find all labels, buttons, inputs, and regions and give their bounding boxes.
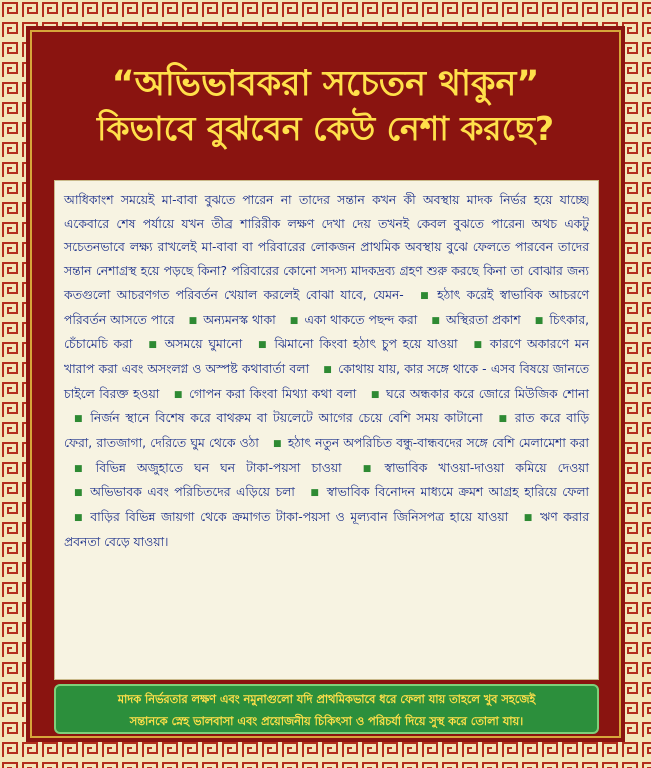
bullet-icon: ■ — [473, 340, 484, 351]
footer-line-1: মাদক নির্ভরতার লক্ষণ এবং নমুনাগুলো যদি প্রাথমিকভাবে ধরে ফেলা যায় তাহলে খুব সহজেই — [117, 693, 536, 706]
bullet-icon: ■ — [74, 414, 85, 425]
footer-note — [54, 684, 599, 734]
sign-item: ঋণ করার প্রবনতা বেড়ে যাওয়া। — [64, 510, 589, 549]
bullet-icon: ■ — [534, 315, 544, 326]
sign-item: গোপন করা কিংবা মিথ্যা কথা বলা — [189, 386, 357, 401]
sign-item: নির্জন স্থানে বিশেষ করে বাথরুম বা টয়লেটে আগের চেয়ে বেশি সময় কাটানো — [90, 411, 483, 426]
footer-line-2: সন্তানকে স্নেহ ভালবাসা এবং প্রয়োজনীয় চিকিৎসা ও পরিচর্যা দিয়ে সুস্থ করে তোলা যায়। — [129, 715, 524, 728]
bullet-icon: ■ — [362, 463, 379, 474]
sign-item: বিভিন্ন অজুহাতে ঘন ঘন টাকা-পয়সা চাওয়া — [95, 460, 342, 475]
bullet-icon: ■ — [148, 340, 159, 351]
bullet-icon: ■ — [257, 340, 269, 351]
sign-item: বাড়ির বিভিন্ন জায়গা থেকে ক্রমাগত টাকা-পয়সা ও মূল্যবান জিনিসপত্র হায়ে যাওয়া — [90, 510, 509, 525]
bullet-icon: ■ — [323, 364, 333, 375]
bullet-icon: ■ — [273, 439, 282, 450]
sign-item: চিৎকার, চেঁচামেচি করা — [64, 312, 589, 352]
bullet-icon: ■ — [74, 513, 85, 524]
bullet-icon: ■ — [188, 315, 198, 326]
bullet-icon: ■ — [523, 513, 535, 524]
intro-paragraph: আধিকাংশ সময়েই মা-বাবা বুঝতে পারেন না তাদের সন্তান কখন কী অবস্থায় মাদক নির্ভর হয়ে যাচ্ছে৷ একেবারে শেষ পর্যায়ে যখন তীব্র শারিরীক লক্ষণ দেখা দেয় তখনই কেবল বুঝতে পারেন৷ অথচ একটু সচেতনভাবে লক্ষ্য রাখলেই মা-বাবা বা পরিবারের লোকজন প্রাথমিক অবস্থায় বুঝে ফেলতে পারবেন তাদের সন্তান নেশাগ্রস্থ হয়ে পড়ছে কিনা? পরিবারের কোনো সদস্য মাদকদ্রব্য গ্রহণ শুরু করছে কিনা তা বোঝার জন্য কতগুলো আচরণগত পরিবর্তন খেয়াল করলেই বোঝা যাবে, যেমন- — [64, 193, 589, 302]
sign-item: ঝিমানো কিংবা হঠাৎ চুপ হয়ে যাওয়া — [274, 337, 458, 352]
content-panel — [54, 180, 599, 680]
bullet-icon: ■ — [420, 290, 432, 301]
title-line-2: কিভাবে বুঝবেন কেউ নেশা করছে? — [97, 109, 554, 148]
bullet-icon: ■ — [74, 463, 90, 474]
bullet-icon: ■ — [310, 488, 321, 499]
sign-item: হঠাৎ নতুন অপরিচিত বন্ধু-বান্ধবদের সঙ্গে বেশি মেলামেশা করা — [287, 436, 589, 451]
sign-item: অভিভাবক এবং পরিচিতদের এড়িয়ে চলা — [90, 485, 295, 500]
poster-content — [30, 30, 621, 738]
sign-item: অসময়ে ঘুমানো — [164, 337, 243, 352]
sign-item: স্বাভাবিক বিনোদন মাধ্যমে ক্রমশ আগ্রহ হারিয়ে ফেলা — [326, 485, 589, 500]
title-line-1: “অভিভাবকরা সচেতন থাকুন” — [111, 64, 540, 104]
bullet-icon: ■ — [370, 389, 381, 400]
sign-item: একা থাকতে পছন্দ করা — [304, 312, 418, 327]
bullet-icon: ■ — [289, 315, 299, 326]
title-block — [32, 62, 619, 152]
sign-item: কোথায় যায়, কার সঙ্গে থাকে - এসব বিষয়ে জানতে চাইলে বিরক্ত হওয়া — [64, 361, 589, 401]
bullet-icon: ■ — [173, 389, 184, 400]
bullet-icon: ■ — [74, 488, 85, 499]
sign-item: হঠাৎ করেই স্বাভাবিক আচরণে পরিবর্তন আসতে পারে — [64, 287, 589, 327]
sign-item: অন্যমনস্ক থাকা — [203, 312, 276, 327]
body-text — [64, 189, 589, 555]
sign-item: অস্থিরতা প্রকাশ — [446, 312, 521, 327]
bullet-icon: ■ — [431, 315, 441, 326]
sign-item: স্বাভাবিক খাওয়া-দাওয়া কমিয়ে দেওয়া — [384, 460, 589, 475]
bullet-icon: ■ — [498, 414, 509, 425]
sign-item: রাত করে বাড়ি ফেরা, রাতজাগা, দেরিতে ঘুম থেকে ওঠা — [64, 411, 589, 451]
sign-item: কারণে অকারণে মন খারাপ করা এবং অসংলগ্ন ও অস্পষ্ট কথাবার্তা বলা — [64, 337, 589, 376]
sign-item: ঘরে অন্ধকার করে জোরে মিউজিক শোনা — [386, 386, 589, 401]
